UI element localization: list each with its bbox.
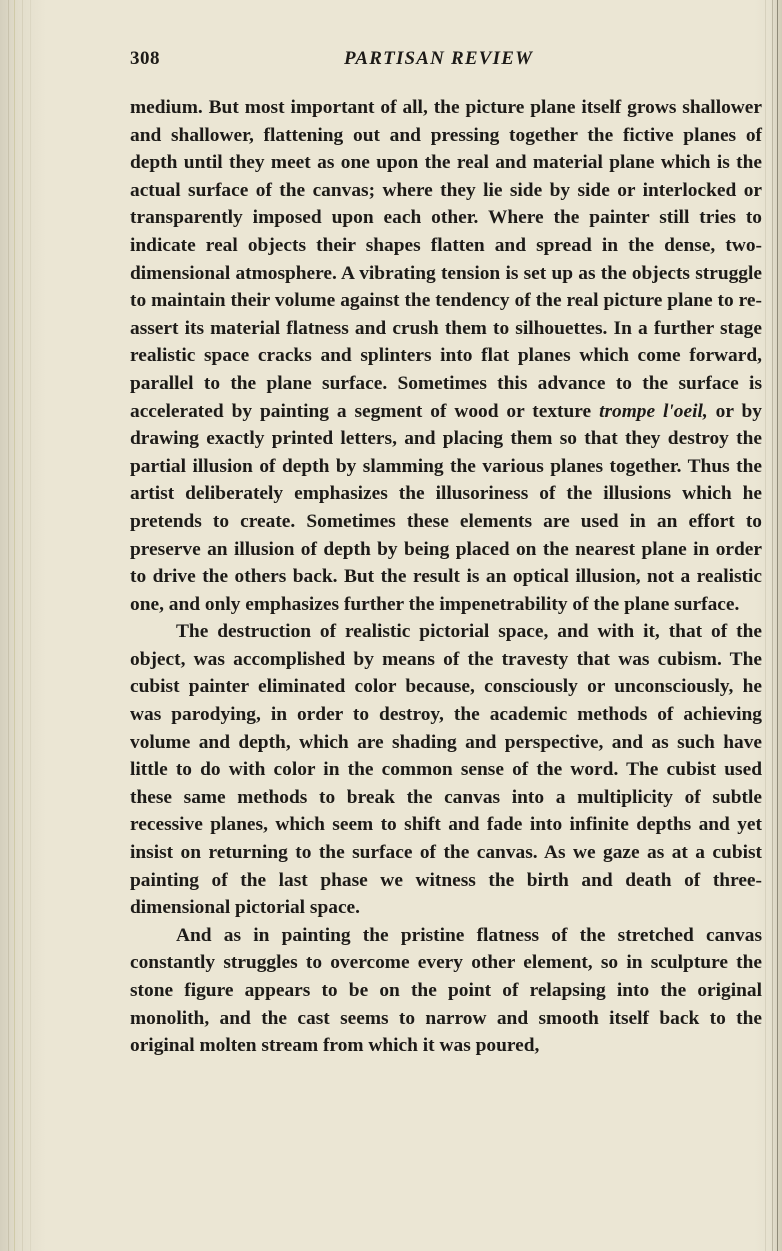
paragraph-text: or by drawing exactly printed letters, and placing them so that they destroy the partial illusion of depth by slamming the various planes together. Thus the artist deliberately emphasizes the illusoriness of the illusions which he pretends to create. Sometimes these elements are used in an effort to preserve an illusion of depth by being placed on the nearest plane in order to drive the others back. But the result is an optical illusion, not a realistic one, and only emphasizes further the impenetrability of the plane surface. — [130, 400, 762, 615]
running-head: PARTISAN REVIEW — [344, 48, 534, 69]
paragraph-1 — [130, 94, 762, 618]
paragraph-3: And as in painting the pristine flatness of the stretched canvas constantly struggles to overcome every other element, so in sculpture the stone figure appears to be on the point of relapsing into the original monolith, and the cast seems to narrow and smooth itself back to the original molten stream from which it was poured, — [130, 924, 762, 1057]
body-text — [130, 94, 762, 1060]
paragraph-2: The destruction of realistic pictorial space, and with it, that of the object, was accomplished by means of the travesty that was cubism. The cubist painter eliminated color because, consciously or unconsciously, he was parodying, in order to destroy, the academic methods of achieving volume and depth, which are shading and perspective, and as such have little to do with color in the common sense of the word. The cubist used these same methods to break the canvas into a multiplicity of subtle recessive planes, which seem to shift and fade into infinite depths and yet insist on returning to the surface of the canvas. As we gaze as at a cubist painting of the last phase we witness the birth and death of three-dimensional pictorial space. — [130, 621, 762, 919]
page-gutter-shadow — [0, 0, 46, 1251]
page-header — [130, 48, 750, 74]
page-number: 308 — [130, 48, 160, 69]
paragraph-text: medium. But most important of all, the picture plane itself grows shallower and shallower, flattening out and pressing together the fictive planes of depth until they meet as one upon the real and material plane which is the actual surface of the canvas; where they lie side by side or interlocked or transparently imposed upon each other. Where the painter still tries to indicate real objects their shapes flatten and spread in the dense, two-dimensional atmosphere. A vibrating tension is set up as the objects struggle to maintain their volume against the tendency of the real picture plane to re-assert its material flatness and crush them to silhouettes. In a further stage realistic space cracks and splinters into flat planes which come forward, parallel to the plane surface. Sometimes this advance to the surface is accelerated by painting a segment of wood or texture — [130, 97, 762, 422]
italic-phrase: trompe l'oeil, — [599, 400, 708, 422]
